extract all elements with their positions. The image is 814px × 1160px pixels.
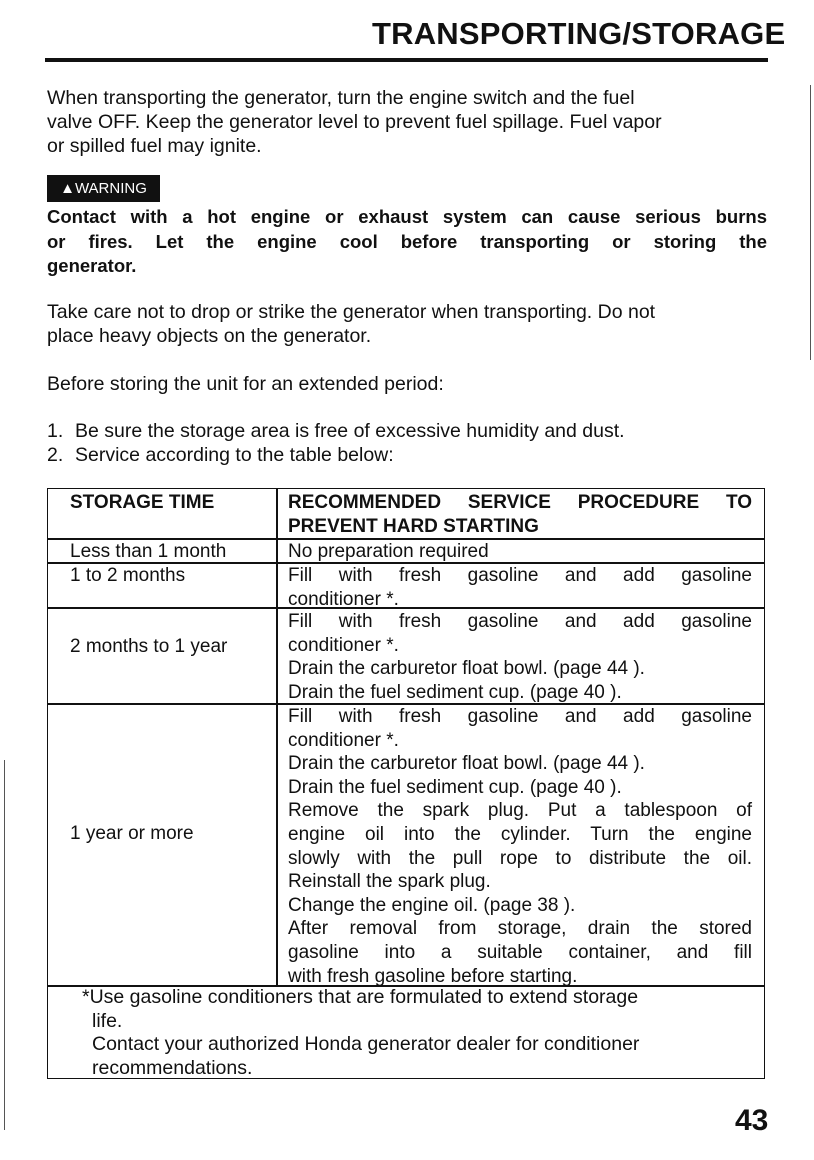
procedure-line: Drain the carburetor float bowl. (page 44 ).: [288, 753, 645, 775]
footnote-line: *Use gasoline conditioners that are formulated to extend storage: [82, 986, 639, 1008]
list-number: 2.: [47, 444, 64, 466]
storage-steps: [47, 419, 767, 467]
warning-text: [47, 205, 767, 279]
header-storage-time: STORAGE TIME: [70, 492, 215, 513]
care-line: place heavy objects on the generator.: [47, 325, 372, 347]
procedure-line: with fresh gasoline before starting.: [288, 965, 578, 987]
care-paragraph: [47, 300, 769, 348]
care-line: Take care not to drop or strike the generator when transporting. Do not: [47, 301, 656, 323]
before-storing-text: Before storing the unit for an extended period:: [47, 373, 444, 395]
procedure-line: Remove the spark plug. Put a tablespoon of: [288, 800, 752, 822]
list-item: [47, 419, 767, 443]
header-procedure-line: RECOMMENDED SERVICE PROCEDURE TO: [288, 492, 752, 513]
procedure-line: Drain the fuel sediment cup. (page 40 ).: [288, 776, 622, 798]
header-procedure-line: PREVENT HARD STARTING: [288, 515, 539, 537]
storage-time-cell: Less than 1 month: [70, 541, 227, 562]
procedure-line: No preparation required: [288, 541, 489, 562]
procedure-line: Fill with fresh gasoline and add gasoline: [288, 565, 752, 586]
storage-time-cell: 1 year or more: [70, 823, 194, 844]
footnote-line: life.: [92, 1009, 123, 1032]
warning-label: WARNING: [74, 180, 147, 197]
intro-paragraph: [47, 86, 769, 158]
list-number: 1.: [47, 420, 64, 442]
procedure-line: After removal from storage, drain the stored: [288, 918, 752, 940]
procedure-line: conditioner *.: [288, 729, 399, 751]
list-text: Be sure the storage area is free of excessive humidity and dust.: [75, 420, 625, 442]
storage-time-cell: 1 to 2 months: [70, 565, 186, 586]
storage-time-cell: 2 months to 1 year: [70, 636, 228, 657]
warning-triangle-icon: ▲: [60, 180, 75, 197]
warning-badge: [47, 175, 160, 202]
warning-line: generator.: [47, 255, 137, 276]
scan-edge-line: [810, 85, 811, 360]
list-text: Service according to the table below:: [75, 444, 394, 466]
procedure-line: Drain the carburetor float bowl. (page 44 ).: [288, 658, 645, 680]
procedure-line: Reinstall the spark plug.: [288, 871, 491, 893]
procedure-line: conditioner *.: [288, 634, 399, 656]
page-number: 43: [735, 1104, 769, 1137]
intro-line: valve OFF. Keep the generator level to prevent fuel spillage. Fuel vapor: [47, 111, 662, 133]
warning-line: Contact with a hot engine or exhaust system can cause serious burns: [47, 206, 767, 227]
procedure-line: slowly with the pull rope to distribute the oil.: [288, 847, 752, 869]
footnote-line: recommendations.: [92, 1056, 253, 1079]
procedure-cell: [288, 705, 752, 988]
procedure-line: engine oil into the cylinder. Turn the engine: [288, 823, 752, 845]
list-item: [47, 443, 767, 467]
procedure-line: Drain the fuel sediment cup. (page 40 ).: [288, 681, 622, 703]
procedure-cell: [288, 564, 752, 611]
procedure-line: gasoline into a suitable container, and fill: [288, 941, 752, 963]
scan-edge-line: [4, 760, 5, 1130]
intro-line: When transporting the generator, turn the engine switch and the fuel: [47, 87, 635, 109]
intro-line: or spilled fuel may ignite.: [47, 135, 262, 157]
page-title: TRANSPORTING/STORAGE: [372, 16, 786, 51]
procedure-cell: [288, 540, 752, 564]
procedure-cell: [288, 610, 752, 704]
procedure-line: Fill with fresh gasoline and add gasoline: [288, 611, 752, 632]
title-rule: [45, 58, 768, 62]
procedure-line: conditioner *.: [288, 588, 399, 610]
procedure-line: Fill with fresh gasoline and add gasoline: [288, 706, 752, 727]
table-footnote: [82, 986, 752, 1080]
procedure-line: Change the engine oil. (page 38 ).: [288, 894, 576, 916]
header-procedure: [288, 491, 752, 538]
warning-line: or fires. Let the engine cool before transporting or storing the: [47, 230, 767, 252]
footnote-line: Contact your authorized Honda generator dealer for conditioner: [92, 1033, 640, 1055]
